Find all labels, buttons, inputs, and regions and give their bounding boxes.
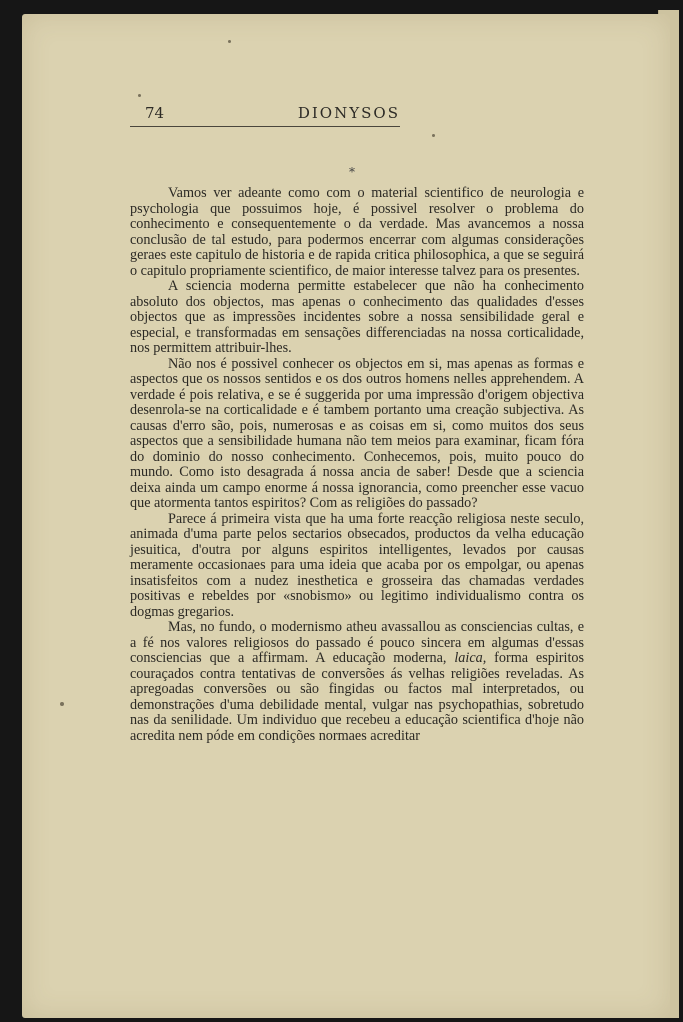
paper-speck bbox=[432, 134, 435, 137]
paragraph-text: forma espiritos couraçados contra tentativas de conversões ás velhas religiões reveladas. As apregoadas conversões ou são fingidas ou factos mal interpretados, ou demonstrações d'uma debilidade mental, vulgar nas psychopathias, sobretudo nas da senilidade. Um individuo que recebeu a educação scientifica d'hoje não acredita nem póde em condições normaes acreditar bbox=[130, 650, 584, 744]
paragraph: Parece á primeira vista que ha uma forte reacção religiosa neste seculo, animada d'uma parte pelos sectarios obsecados, productos da velha educação jesuitica, d'outra por alguns espiritos intelligentes, levados por causas meramente occasionaes para uma ideia que acaba por os empolgar, ou apenas insatisfeitos com a nudez inesthetica e grosseira das chamadas verdades positivas e rebeldes por «snobismo» ou legitimo individualismo contra os dogmas gregarios. bbox=[130, 510, 584, 620]
paragraph bbox=[130, 620, 584, 744]
paragraph-text: Mas, no fundo, o modernismo atheu avassallou as consciencias cultas, e a fé nos valores religiosos do passado é pouco sincera em algumas d'essas consciencias que a affirmam. A educação moderna, bbox=[130, 619, 584, 666]
body-text bbox=[130, 186, 584, 744]
emphasized-word: laica, bbox=[454, 650, 487, 666]
running-title: DIONYSOS bbox=[297, 104, 400, 122]
paper-speck bbox=[228, 40, 231, 43]
section-ornament: * bbox=[349, 165, 355, 179]
page-number: 74 bbox=[145, 104, 165, 122]
paragraph: A sciencia moderna permitte estabelecer que não ha conhecimento absoluto dos objectos, mas apenas o conhecimento das qualidades d'esses objectos que as impressões incidentes sobre a nossa sensibilidade geral e especial, e transformadas em sensações differenciadas na nossa corticalidade, nos permittem attribuir-lhes. bbox=[130, 278, 584, 356]
paper-speck bbox=[60, 702, 64, 706]
page-header bbox=[130, 104, 400, 127]
paragraph: Não nos é possivel conhecer os objectos em si, mas apenas as formas e aspectos que os nossos sentidos e os dos outros homens nelles apprehendem. A verdade é pois relativa, e se é suggerida por uma impressão d'origem objectiva desenrola-se na corticalidade e é tambem portanto uma creação subjectiva. As causas d'erro são, pois, numerosas e as coisas em si, como muitos dos seus aspectos que a sensibilidade humana não tem meios para examinar, ficam fóra do dominio do nosso conhecimento. Conhecemos, pois, muito pouco do mundo. Como isto desagrada á nossa ancia de saber! Desde que a sciencia deixa ainda um campo enorme á nossa ignorancia, como preencher esse vacuo que atormenta tantos espiritos? Com as religiões do passado? bbox=[130, 355, 584, 511]
paragraph: Vamos ver adeante como com o material scientifico de neurologia e psychologia que possuimos hoje, é possivel resolver o problema do conhecimento e consequentemente o da verdade. Mas avancemos a nossa conclusão de tal estudo, para podermos encerrar com algumas considerações geraes este capitulo de historia e de rapida critica philosophica, a que se seguirá o capitulo propriamente scientifico, de maior interesse talvez para os presentes. bbox=[130, 185, 584, 279]
paper-speck bbox=[138, 94, 141, 97]
